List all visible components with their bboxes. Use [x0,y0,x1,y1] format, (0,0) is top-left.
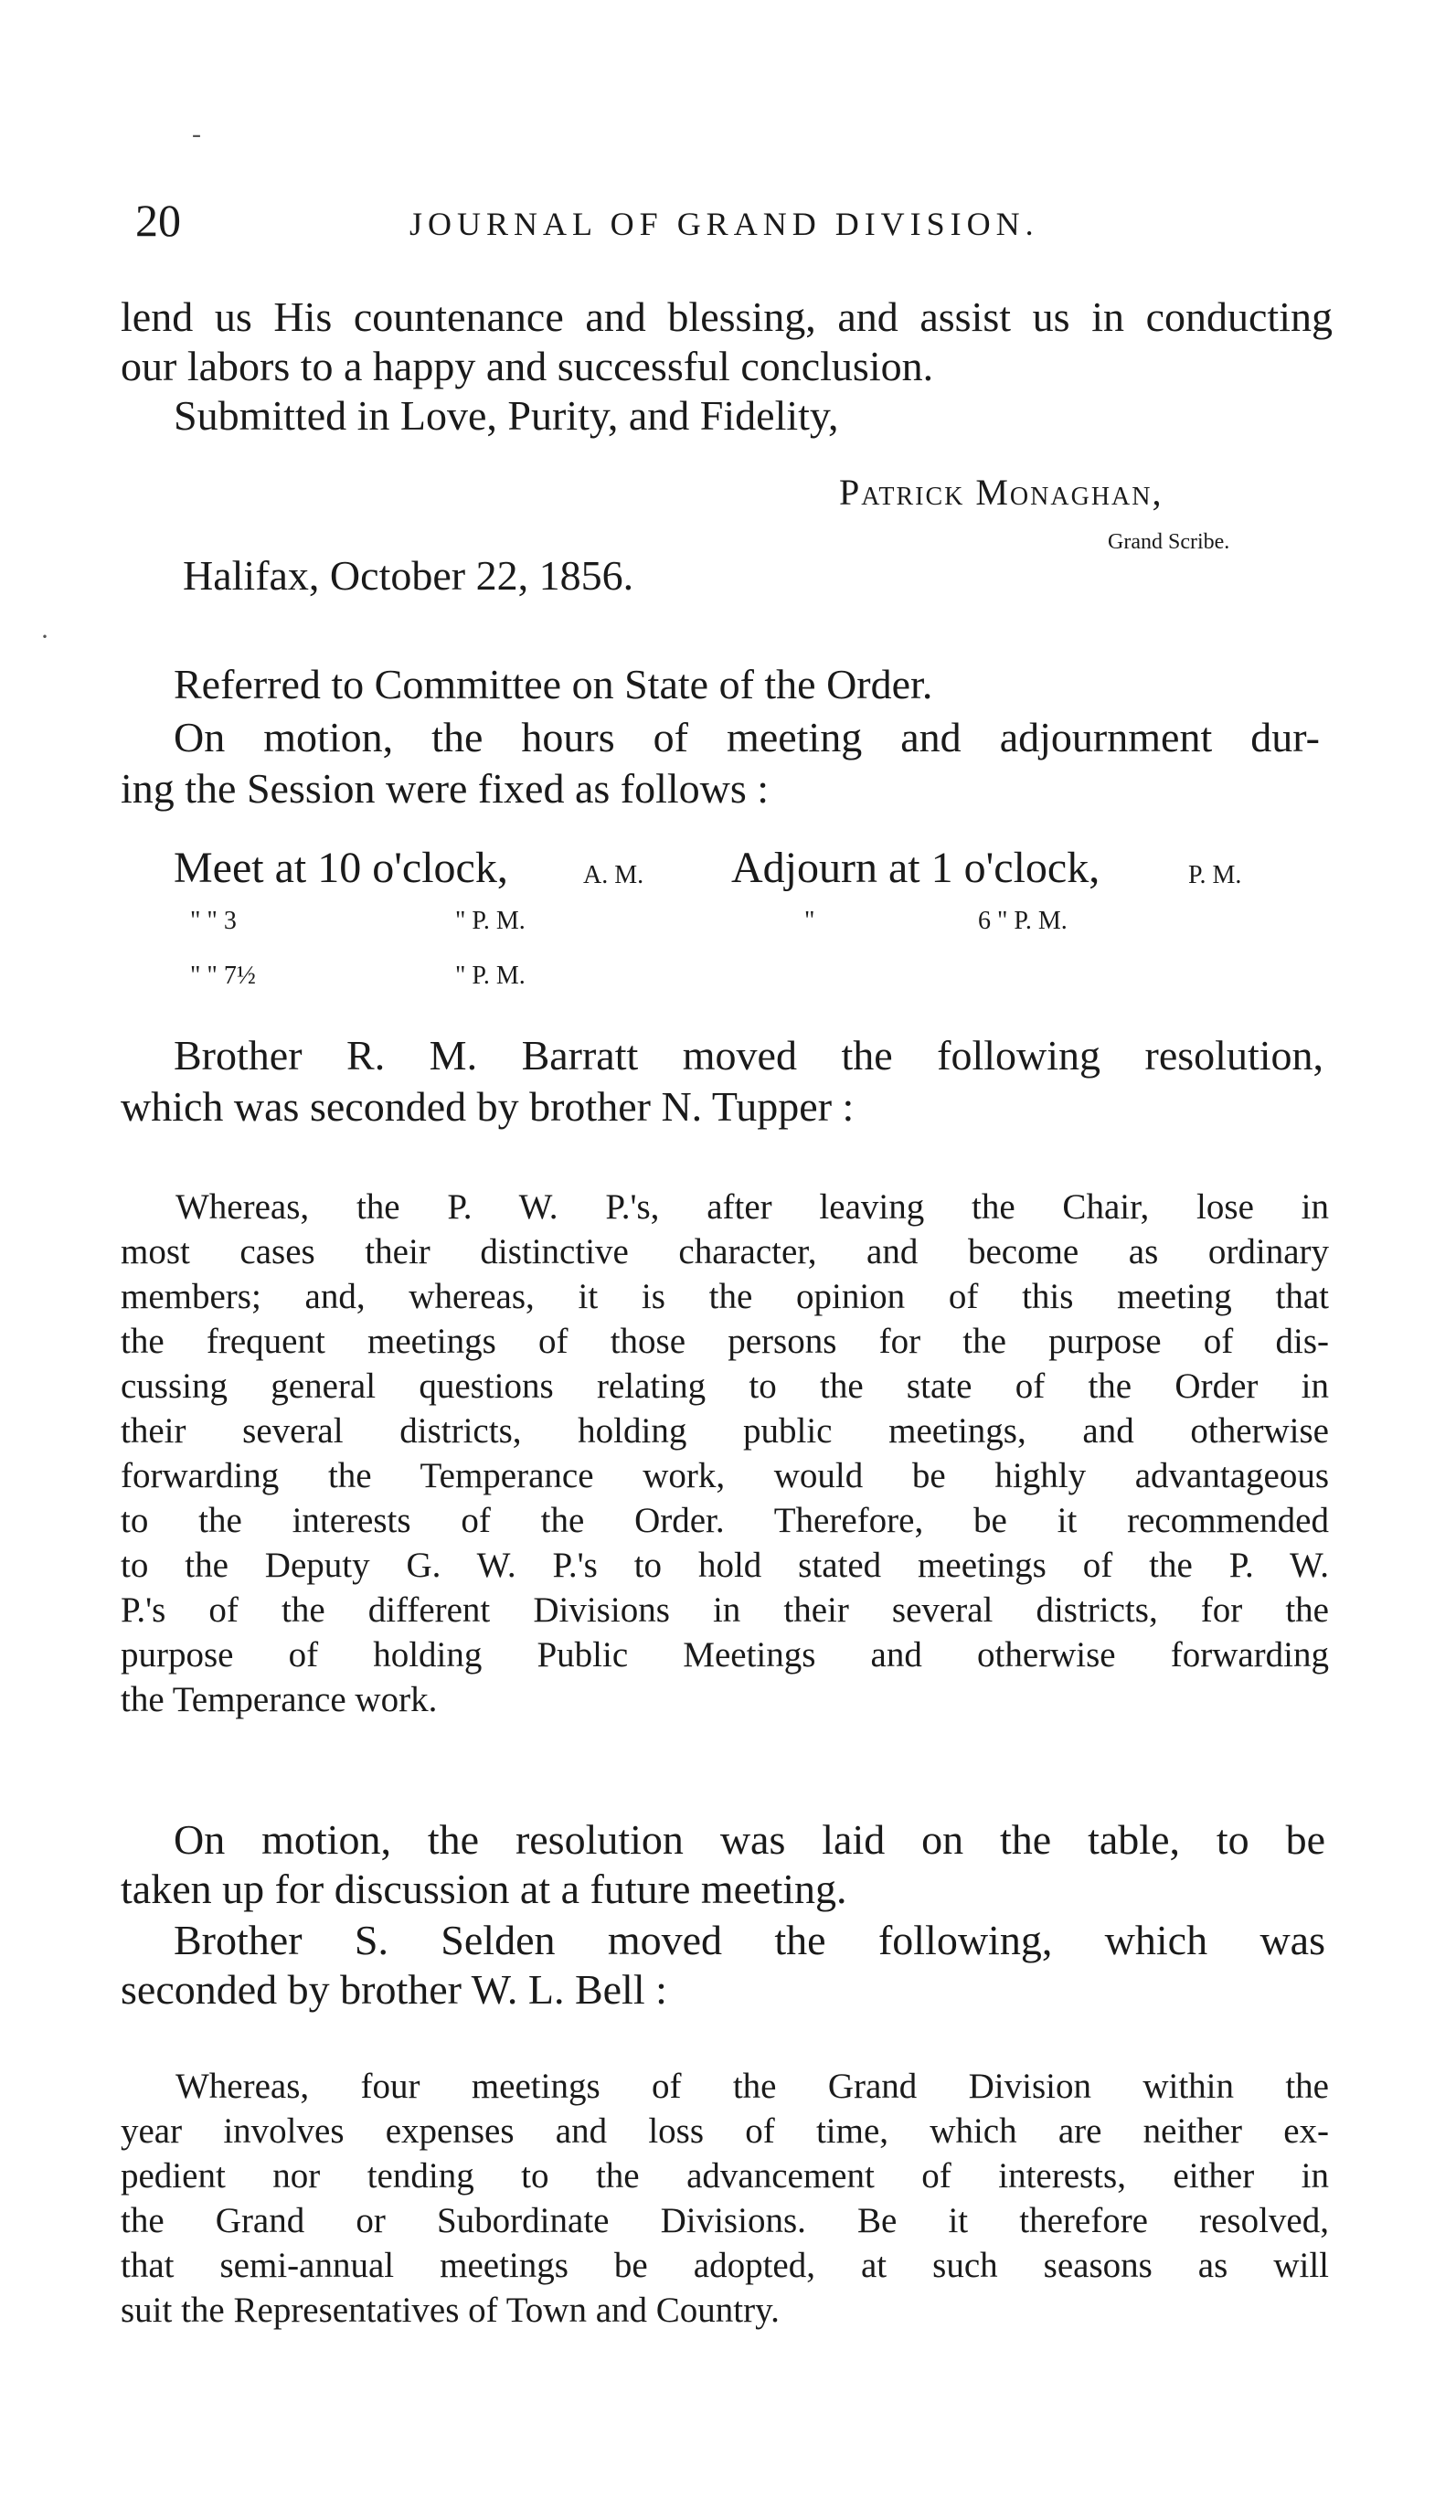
minutes-1-line-2: On motion, the hours of meeting and adjournment dur- [174,714,1320,760]
resolution-1-line-10: P.'s of the different Divisions in their several districts, for the [121,1590,1329,1630]
intro-line-1: lend us His countenance and blessing, and assist us in conducting [121,293,1333,340]
minutes-2-line-1: Brother R. M. Barratt moved the following resolution, [174,1032,1323,1079]
resolution-2-line-1: Whereas, four meetings of the Grand Division within the [175,2067,1329,2106]
resolution-2-line-2: year involves expenses and loss of time, which are neither ex- [121,2111,1329,2151]
minutes-1-line-3: ing the Session were fixed as follows : [121,765,770,812]
schedule-row-2-col-3: " [804,907,815,935]
resolution-1-line-2: most cases their distinctive character, and become as ordinary [121,1232,1329,1271]
schedule-row-2-col-4: 6 " P. M. [978,907,1068,935]
schedule-row-1-col-4: P. M. [1188,861,1242,889]
resolution-1-line-6: their several districts, holding public meetings, and otherwise [121,1411,1329,1451]
resolution-1-line-4: the frequent meetings of those persons for the purpose of dis- [121,1322,1329,1361]
print-speck: · [40,622,49,652]
resolution-1-line-9: to the Deputy G. W. P.'s to hold stated meetings of the P. W. [121,1546,1329,1585]
minutes-3-line-4: seconded by brother W. L. Bell : [121,1966,667,2013]
schedule-row-2-col-2: " P. M. [455,907,526,935]
intro-line-2: our labors to a happy and successful conclusion. [121,343,934,389]
signature-name: Patrick Monaghan, [839,472,1164,513]
dateline: Halifax, October 22, 1856. [183,552,634,599]
resolution-2-line-5: that semi-annual meetings be adopted, at such seasons as will [121,2246,1329,2285]
schedule-row-1-col-1: Meet at 10 o'clock, [174,844,508,892]
minutes-2-line-2: which was seconded by brother N. Tupper : [121,1083,855,1130]
resolution-1-line-8: to the interests of the Order. Therefore, be it recommended [121,1501,1329,1540]
minutes-3-line-2: taken up for discussion at a future meeting. [121,1866,847,1912]
print-speck: - [192,119,201,149]
resolution-2-line-3: pedient nor tending to the advancement of interests, either in [121,2156,1329,2196]
resolution-2-line-6: suit the Representatives of Town and Country. [121,2291,780,2330]
intro-line-3: Submitted in Love, Purity, and Fidelity, [174,392,839,439]
resolution-1-line-3: members; and, whereas, it is the opinion of this meeting that [121,1277,1329,1316]
schedule-row-2-col-1: " " 3 [190,907,237,935]
running-title: JOURNAL OF GRAND DIVISION. [409,206,1039,242]
resolution-1 [121,1185,1329,1722]
schedule-row-1-col-2: A. M. [583,861,644,889]
resolution-1-line-12: the Temperance work. [121,1680,438,1719]
schedule-row-1-col-3: Adjourn at 1 o'clock, [731,844,1100,892]
resolution-1-line-5: cussing general questions relating to the state of the Order in [121,1366,1329,1406]
schedule-row-3-col-1: " " 7½ [190,962,256,990]
resolution-1-line-11: purpose of holding Public Meetings and otherwise forwarding [121,1635,1329,1675]
resolution-2 [121,2064,1329,2333]
minutes-1-line-1: Referred to Committee on State of the Order. [174,661,933,707]
resolution-1-line-1: Whereas, the P. W. P.'s, after leaving the Chair, lose in [175,1187,1329,1227]
minutes-3-line-3: Brother S. Selden moved the following, which was [174,1917,1325,1963]
schedule-row-3-col-2: " P. M. [455,962,526,990]
signature-role: Grand Scribe. [1108,530,1230,554]
minutes-3-line-1: On motion, the resolution was laid on the table, to be [174,1816,1325,1863]
resolution-1-line-7: forwarding the Temperance work, would be highly advantageous [121,1456,1329,1495]
resolution-2-line-4: the Grand or Subordinate Divisions. Be it therefore resolved, [121,2201,1329,2240]
page-number: 20 [135,195,181,246]
